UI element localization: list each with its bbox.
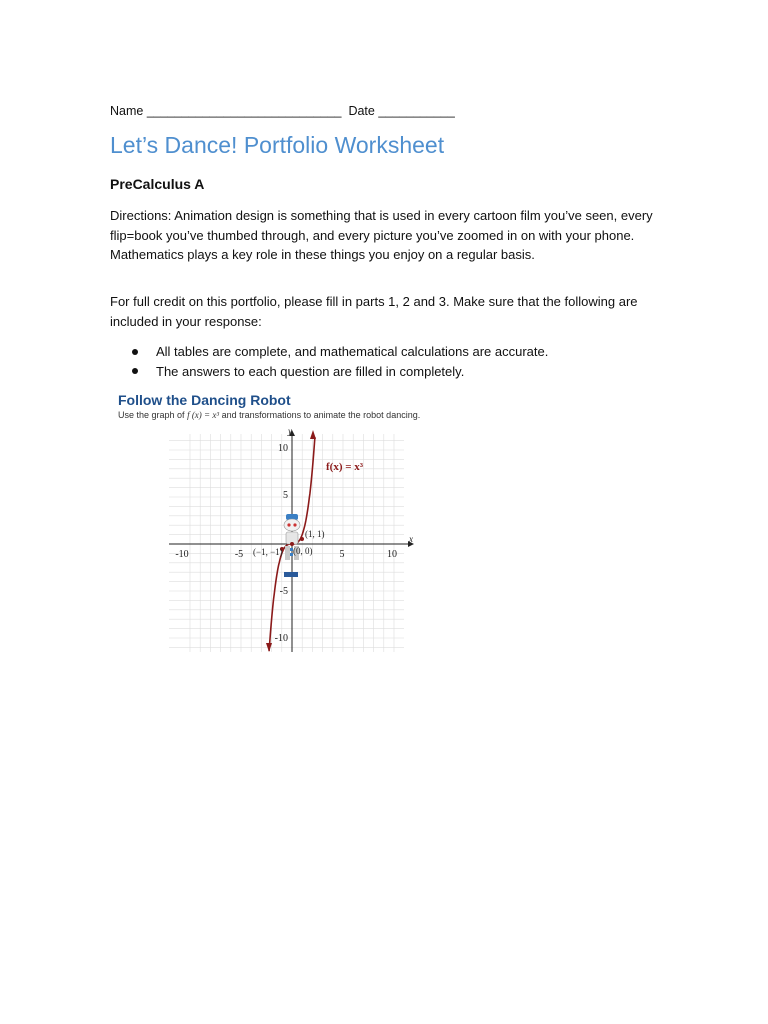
list-item	[132, 362, 548, 382]
name-label: Name	[110, 104, 144, 118]
y-axis-label: y	[288, 426, 292, 436]
point-label: (0, 0)	[293, 546, 313, 556]
name-blank: ____________________________	[146, 104, 342, 118]
x-tick-label: -10	[175, 549, 189, 560]
credit-paragraph: For full credit on this portfolio, please fill in parts 1, 2 and 3. Make sure that the following are included in your response:	[110, 294, 638, 329]
x-tick-label: 5	[339, 549, 345, 560]
bullet-icon	[132, 349, 138, 355]
caption-math: f (x) = x³	[187, 410, 220, 420]
function-label: f(x) = x³	[326, 461, 364, 473]
course-subtitle: PreCalculus A	[110, 176, 205, 192]
point-marker	[300, 537, 304, 541]
y-tick-label: -5	[279, 586, 288, 597]
date-label: Date	[348, 104, 375, 118]
figure-title: Follow the Dancing Robot	[118, 392, 291, 408]
date-blank: ___________	[378, 104, 455, 118]
name-date-line	[110, 104, 455, 118]
page-title: Let’s Dance! Portfolio Worksheet	[110, 132, 445, 158]
x-tick-label: -5	[234, 549, 244, 560]
y-tick-label: -10	[274, 633, 288, 644]
bullet-icon	[132, 368, 138, 374]
dancing-robot-figure	[114, 388, 421, 654]
y-tick-label: 5	[283, 490, 288, 501]
list-item-text: All tables are complete, and mathematical calculations are accurate.	[156, 344, 549, 359]
caption-pre: Use the graph of	[118, 410, 185, 420]
x-tick-label: 10	[387, 549, 397, 560]
figure-caption	[118, 410, 420, 420]
requirements-list	[132, 342, 548, 381]
directions-paragraph: Directions: Animation design is something that is used in every cartoon film you’ve seen, every flip=book you’ve thumbed through, and every picture you’ve zoomed in on with your phone. Mathematics plays a key role in these things you enjoy on a regular basis.	[110, 208, 653, 262]
list-item-text: The answers to each question are filled in completely.	[156, 363, 465, 379]
cubic-graph	[114, 422, 414, 654]
x-axis-label: x	[409, 534, 413, 544]
caption-post: and transformations to animate the robot dancing.	[221, 410, 421, 420]
curve-top-arrow-icon	[310, 430, 316, 439]
point-label: (1, 1)	[305, 529, 325, 539]
point-label: (−1, −1)	[253, 547, 283, 557]
y-tick-label: 10	[278, 443, 288, 454]
list-item	[132, 342, 548, 362]
